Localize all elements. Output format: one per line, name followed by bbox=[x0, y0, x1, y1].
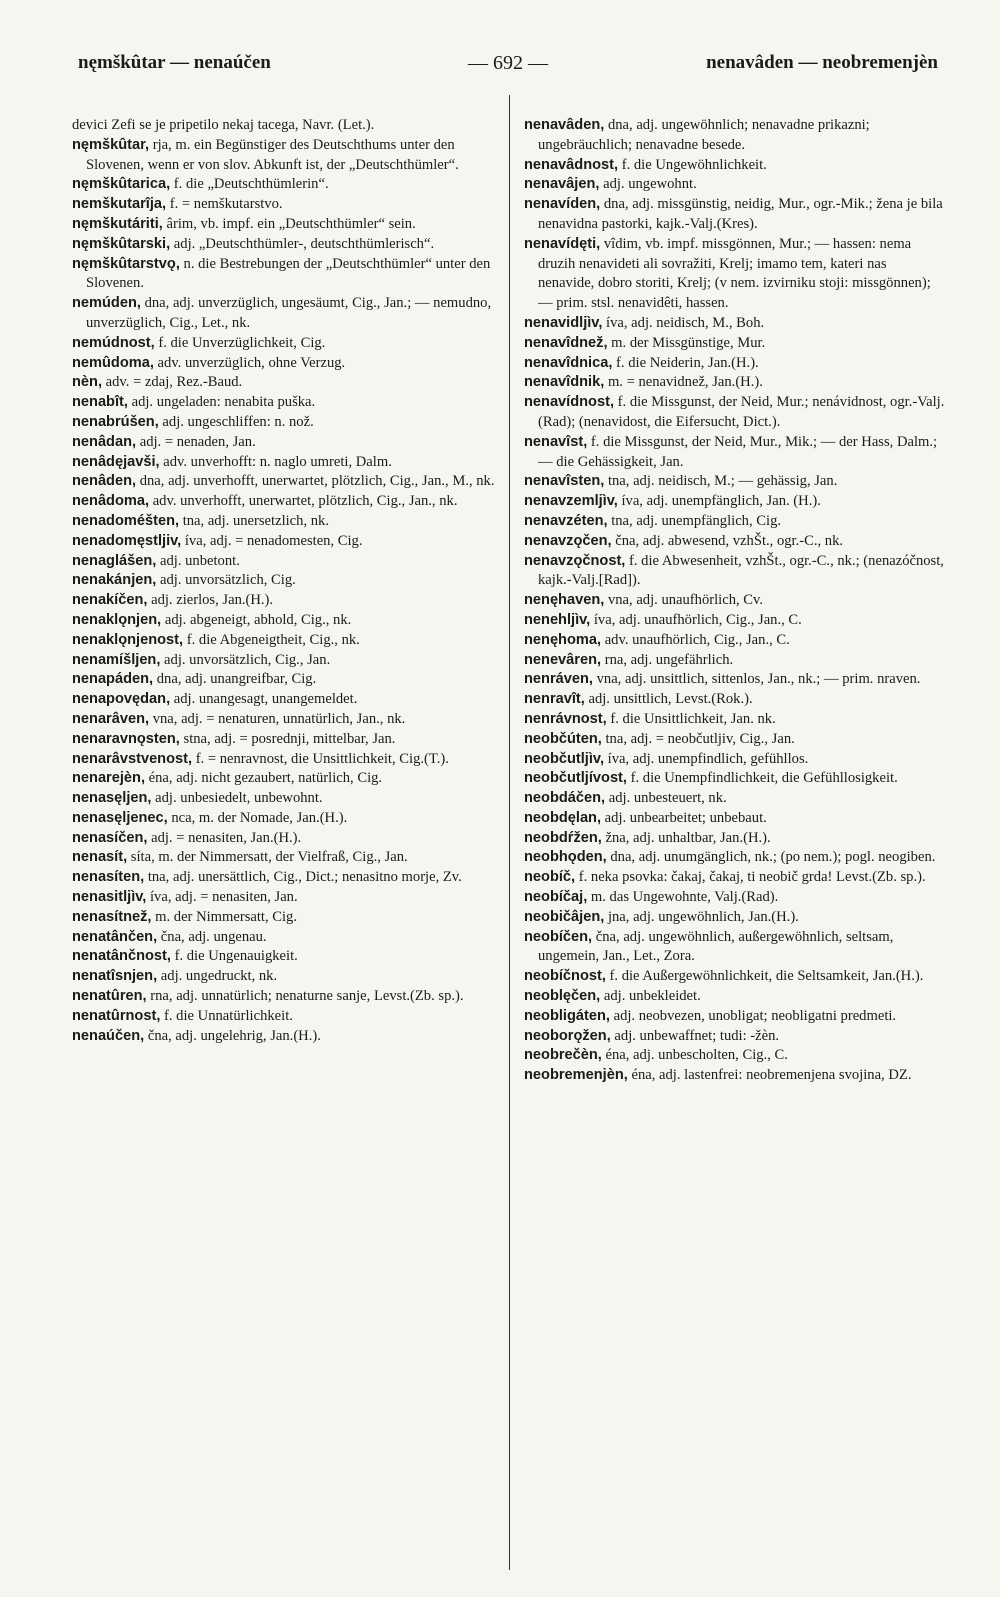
entry-headword: neobíč, bbox=[524, 869, 576, 886]
dictionary-entry bbox=[524, 631, 946, 651]
dictionary-entry bbox=[524, 1007, 946, 1027]
entry-definition: žna, adj. unhaltbar, Jan.(H.). bbox=[601, 829, 771, 846]
entry-definition: adv. unverhofft: n. naglo umreti, Dalm. bbox=[159, 453, 392, 470]
dictionary-entry bbox=[72, 512, 496, 532]
entry-definition: dna, adj. ungewöhnlich; nenavadne prikazni; ungebräuchlich; nenavadne besede. bbox=[538, 117, 870, 153]
entry-headword: nenaravnǫsten, bbox=[72, 730, 180, 747]
dictionary-entry bbox=[72, 294, 496, 334]
entry-headword: nenęhoma, bbox=[524, 631, 602, 648]
dictionary-entry bbox=[524, 730, 946, 750]
dictionary-entry bbox=[72, 848, 496, 868]
dictionary-entry bbox=[524, 314, 946, 334]
entry-headword: nenâdoma, bbox=[72, 493, 150, 510]
dictionary-entry bbox=[72, 116, 496, 136]
entry-definition: éna, adj. lastenfrei: neobremenjena svojina, DZ. bbox=[627, 1067, 912, 1084]
dictionary-entry bbox=[72, 571, 496, 591]
dictionary-entry bbox=[72, 235, 496, 255]
entry-definition: adj. unbesteuert, nk. bbox=[605, 790, 727, 807]
entry-headword: nenaklǫnjen, bbox=[72, 611, 162, 628]
entry-headword: nèn, bbox=[72, 374, 102, 391]
dictionary-entry bbox=[524, 235, 946, 314]
entry-definition: adj. unbearbeitet; unbebaut. bbox=[601, 809, 767, 826]
entry-definition: adj. unbetont. bbox=[156, 552, 240, 569]
dictionary-entry bbox=[524, 334, 946, 354]
entry-definition: vna, adj. unsittlich, sittenlos, Jan., nk.; — prim. nraven. bbox=[592, 671, 921, 688]
entry-headword: nemûdoma, bbox=[72, 354, 154, 371]
entry-headword: nenravît, bbox=[524, 691, 585, 708]
entry-headword: nenrávnost, bbox=[524, 710, 607, 727]
dictionary-entry bbox=[72, 730, 496, 750]
entry-definition: éna, adj. unbescholten, Cig., C. bbox=[601, 1047, 788, 1064]
entry-definition: f. die Abgeneigtheit, Cig., nk. bbox=[183, 631, 360, 648]
dictionary-entry bbox=[72, 393, 496, 413]
dictionary-entry bbox=[524, 532, 946, 552]
entry-definition: tna, adj. = neobčutljiv, Cig., Jan. bbox=[601, 730, 795, 747]
entry-headword: nenatânčnost, bbox=[72, 948, 171, 965]
dictionary-entry bbox=[72, 413, 496, 433]
entry-headword: nenâdan, bbox=[72, 433, 137, 450]
dictionary-entry bbox=[524, 433, 946, 473]
dictionary-entry bbox=[72, 215, 496, 235]
entry-headword: nęmškûtar, bbox=[72, 136, 150, 153]
entry-definition: rja, m. ein Begünstiger des Deutschthums unter den Slovenen, wenn er von slov. Abkunft ist, der „Deutschthümler“. bbox=[86, 136, 459, 173]
entry-definition: tna, adj. unersetzlich, nk. bbox=[179, 512, 329, 529]
dictionary-entry bbox=[524, 1046, 946, 1066]
entry-definition: f. die Abwesenheit, vzhŠt., ogr.-C., nk.; (nenazóčnost, kajk.-Valj.[Rad]). bbox=[538, 552, 944, 589]
page-number: — 692 — bbox=[468, 52, 548, 74]
entry-definition: jna, adj. ungewöhnlich, Jan.(H.). bbox=[604, 908, 799, 925]
entry-definition: čna, adj. ungenau. bbox=[157, 928, 267, 945]
dictionary-entry bbox=[524, 928, 946, 968]
dictionary-entry bbox=[524, 373, 946, 393]
entry-definition: ârim, vb. impf. ein „Deutschthümler“ sein. bbox=[162, 215, 416, 232]
entry-headword: nenaúčen, bbox=[72, 1027, 145, 1044]
entry-headword: neobligáten, bbox=[524, 1007, 610, 1024]
entry-definition: rna, adj. ungefährlich. bbox=[601, 651, 734, 668]
entry-headword: nenęhaven, bbox=[524, 592, 605, 609]
entry-definition: íva, adj. unempfindlich, gefühllos. bbox=[604, 750, 809, 767]
entry-definition: nca, m. der Nomade, Jan.(H.). bbox=[167, 809, 348, 826]
dictionary-entry bbox=[72, 710, 496, 730]
entry-headword: nenamíšljen, bbox=[72, 651, 161, 668]
dictionary-entry bbox=[72, 492, 496, 512]
entry-headword: nenatîsnjen, bbox=[72, 968, 158, 985]
dictionary-entry bbox=[72, 334, 496, 354]
entry-definition: éna, adj. nicht gezaubert, natürlich, Cig. bbox=[145, 770, 383, 787]
entry-headword: nenehljìv, bbox=[524, 611, 591, 628]
entry-headword: neoblęčen, bbox=[524, 988, 601, 1005]
entry-headword: nenarâvstvenost, bbox=[72, 750, 193, 767]
entry-headword: neobíčnost, bbox=[524, 968, 606, 985]
entry-headword: nenapáden, bbox=[72, 671, 154, 688]
dictionary-entry bbox=[72, 967, 496, 987]
entry-headword: nęmškûtarski, bbox=[72, 235, 171, 252]
entry-headword: nenavâdnost, bbox=[524, 156, 619, 173]
dictionary-entry bbox=[72, 769, 496, 789]
dictionary-entry bbox=[72, 552, 496, 572]
entry-headword: neobičâjen, bbox=[524, 908, 605, 925]
dictionary-entry bbox=[524, 769, 946, 789]
dictionary-entry bbox=[72, 829, 496, 849]
entry-headword: nemúden, bbox=[72, 295, 141, 312]
entry-definition: adj. = nenaden, Jan. bbox=[136, 433, 256, 450]
entry-headword: neobhǫden, bbox=[524, 849, 607, 866]
dictionary-entry bbox=[72, 947, 496, 967]
header-left-guideword: nęmškûtar — nenaúčen bbox=[78, 52, 271, 73]
entry-headword: neobdęlan, bbox=[524, 809, 602, 826]
entry-definition: adj. abgeneigt, abhold, Cig., nk. bbox=[161, 611, 352, 628]
entry-definition: adv. unaufhörlich, Cig., Jan., C. bbox=[601, 631, 790, 648]
entry-definition: čna, adj. ungewöhnlich, außergewöhnlich, seltsam, ungemein, Jan., Let., Zora. bbox=[538, 928, 894, 965]
entry-headword: nenaglášen, bbox=[72, 552, 157, 569]
entry-definition: adv. = zdaj, Rez.-Baud. bbox=[102, 374, 243, 391]
entry-headword: nenasitljìv, bbox=[72, 889, 147, 906]
entry-definition: íva, adj. = nenadomesten, Cig. bbox=[181, 532, 363, 549]
entry-definition: adj. unbesiedelt, unbewohnt. bbox=[151, 790, 323, 807]
dictionary-entry bbox=[72, 175, 496, 195]
entry-headword: neobrečèn, bbox=[524, 1047, 602, 1064]
dictionary-entry bbox=[72, 532, 496, 552]
entry-headword: nenavzemljìv, bbox=[524, 493, 618, 510]
dictionary-entry bbox=[524, 690, 946, 710]
entry-headword: nenavídęti, bbox=[524, 235, 601, 252]
entry-definition: dna, adj. unverhofft, unerwartet, plötzlich, Cig., Jan., M., nk. bbox=[136, 473, 495, 490]
entry-definition: f. = nenravnost, die Unsittlichkeit, Cig.(T.). bbox=[192, 750, 449, 767]
entry-definition: f. die Missgunst, der Neid, Mur.; nenávidnost, ogr.-Valj.(Rad); (nenavidost, die Eifersucht, Dict.). bbox=[538, 394, 945, 430]
entry-headword: nenaklǫnjenost, bbox=[72, 631, 184, 648]
entry-definition: adj. unangesagt, unangemeldet. bbox=[170, 691, 358, 708]
dictionary-entry bbox=[72, 195, 496, 215]
entry-definition: adj. neobvezen, unobligat; neobligatni predmeti. bbox=[609, 1007, 897, 1024]
entry-headword: nenapovędan, bbox=[72, 691, 171, 708]
dictionary-entry bbox=[524, 354, 946, 374]
entry-definition: adj. „Deutschthümler-, deutschthümlerisch“. bbox=[170, 235, 435, 252]
entry-headword: neoborǫžen, bbox=[524, 1027, 611, 1044]
dictionary-entry bbox=[524, 472, 946, 492]
dictionary-entry bbox=[72, 136, 496, 176]
entry-definition: dna, adj. unangreifbar, Cig. bbox=[153, 671, 317, 688]
entry-headword: nenarejèn, bbox=[72, 770, 145, 787]
entry-definition: tna, adj. neidisch, M.; — gehässig, Jan. bbox=[604, 473, 838, 490]
page-header bbox=[78, 52, 938, 82]
entry-headword: nenavîdnica, bbox=[524, 354, 613, 371]
entry-headword: neobíčaj, bbox=[524, 889, 588, 906]
entry-definition: íva, adj. neidisch, M., Boh. bbox=[602, 314, 765, 331]
dictionary-entry bbox=[72, 928, 496, 948]
entry-definition: adj. unsittlich, Levst.(Rok.). bbox=[584, 691, 753, 708]
entry-definition: dna, adj. unumgänglich, nk.; (po nem.); pogl. neogiben. bbox=[606, 849, 936, 866]
dictionary-entry bbox=[524, 670, 946, 690]
dictionary-entry bbox=[524, 750, 946, 770]
column-divider bbox=[509, 95, 510, 1570]
dictionary-entry bbox=[524, 156, 946, 176]
entry-definition: adv. unverhofft, unerwartet, plötzlich, Cig., Jan., nk. bbox=[149, 493, 458, 510]
dictionary-entry bbox=[524, 710, 946, 730]
entry-definition: adj. ungedruckt, nk. bbox=[157, 968, 278, 985]
entry-definition: dna, adj. missgünstig, neidig, Mur., ogr.-Mik.; žena je bila nenavidna pastorki, kajk.-Valj.(Kres). bbox=[538, 196, 943, 232]
entry-definition: devici Zefi se je pripetilo nekaj tacega, Navr. (Let.). bbox=[72, 117, 375, 133]
dictionary-entry bbox=[72, 690, 496, 710]
entry-definition: íva, adj. unempfänglich, Jan. (H.). bbox=[617, 493, 821, 510]
entry-definition: tna, adj. unersättlich, Cig., Dict.; nenasitno morje, Zv. bbox=[144, 869, 462, 886]
entry-definition: vîdim, vb. impf. missgönnen, Mur.; — hassen: nema druzih nenavideti ali sovražiti, Krelj; imamo tem, kateri nas nenavide, dobro storiti, Krelj; (v nem. izvirniku stoji: missgönnen); — prim. stsl. nenavidêti, hassen. bbox=[538, 235, 931, 312]
entry-definition: adj. unvorsätzlich, Cig. bbox=[156, 572, 296, 589]
dictionary-entry bbox=[72, 670, 496, 690]
dictionary-entry bbox=[72, 433, 496, 453]
entry-headword: neobíčen, bbox=[524, 928, 593, 945]
entry-headword: nenasítnež, bbox=[72, 908, 152, 925]
entry-headword: nenakánjen, bbox=[72, 572, 157, 589]
entry-definition: f. die Ungewöhnlichkeit. bbox=[618, 156, 767, 173]
entry-definition: adj. ungeladen: nenabita puška. bbox=[127, 394, 316, 411]
entry-definition: adj. ungewohnt. bbox=[599, 176, 697, 193]
entry-headword: nenavzǫčnost, bbox=[524, 552, 626, 569]
dictionary-entry bbox=[524, 829, 946, 849]
dictionary-entry bbox=[72, 453, 496, 473]
entry-definition: adj. zierlos, Jan.(H.). bbox=[147, 592, 274, 609]
entry-definition: f. = nemškutarstvo. bbox=[166, 196, 283, 213]
entry-headword: neobčutljìv, bbox=[524, 750, 605, 767]
dictionary-entry bbox=[72, 809, 496, 829]
dictionary-entry bbox=[72, 373, 496, 393]
entry-headword: nenatûrnost, bbox=[72, 1007, 161, 1024]
entry-headword: nenadoméšten, bbox=[72, 512, 180, 529]
entry-headword: neobčutljívost, bbox=[524, 770, 627, 787]
entry-headword: nenasíčen, bbox=[72, 829, 148, 846]
entry-headword: neobčúten, bbox=[524, 730, 602, 747]
entry-headword: nenavîdnež, bbox=[524, 334, 608, 351]
dictionary-entry bbox=[72, 1007, 496, 1027]
dictionary-entry bbox=[72, 651, 496, 671]
dictionary-entry bbox=[524, 908, 946, 928]
dictionary-entry bbox=[524, 393, 946, 433]
entry-headword: nenavíden, bbox=[524, 196, 601, 213]
entry-headword: nenavîdnik, bbox=[524, 374, 605, 391]
dictionary-entry bbox=[72, 631, 496, 651]
entry-definition: adj. unvorsätzlich, Cig., Jan. bbox=[160, 651, 331, 668]
entry-definition: m. = nenavidnež, Jan.(H.). bbox=[604, 374, 763, 391]
dictionary-entry bbox=[524, 591, 946, 611]
entry-definition: m. der Nimmersatt, Cig. bbox=[151, 908, 297, 925]
dictionary-entry bbox=[524, 967, 946, 987]
dictionary-entry bbox=[72, 472, 496, 492]
entry-definition: adj. ungeschliffen: n. nož. bbox=[158, 413, 314, 430]
dictionary-entry bbox=[524, 116, 946, 156]
dictionary-entry bbox=[524, 1027, 946, 1047]
entry-headword: nenasęljen, bbox=[72, 790, 152, 807]
entry-definition: vna, adj. = nenaturen, unnatürlich, Jan., nk. bbox=[149, 710, 406, 727]
entry-definition: čna, adj. abwesend, vzhŠt., ogr.-C., nk. bbox=[611, 532, 844, 549]
left-column bbox=[72, 116, 496, 1046]
dictionary-entry bbox=[524, 512, 946, 532]
entry-definition: adj. unbekleidet. bbox=[600, 988, 701, 1005]
entry-headword: nenavîst, bbox=[524, 433, 588, 450]
entry-definition: m. das Ungewohnte, Valj.(Rad). bbox=[587, 889, 779, 906]
entry-headword: nenarâven, bbox=[72, 710, 150, 727]
entry-definition: n. die Bestrebungen der „Deutschthümler“ unter den Slovenen. bbox=[86, 255, 491, 292]
entry-definition: f. die Neiderin, Jan.(H.). bbox=[612, 354, 759, 371]
entry-definition: síta, m. der Nimmersatt, der Vielfraß, Cig., Jan. bbox=[127, 849, 408, 866]
dictionary-entry bbox=[524, 552, 946, 592]
entry-headword: nenatûren, bbox=[72, 988, 147, 1005]
entry-definition: f. die Ungenauigkeit. bbox=[170, 948, 298, 965]
entry-headword: nenadomęstljiv, bbox=[72, 532, 182, 549]
entry-headword: nenatânčen, bbox=[72, 928, 158, 945]
dictionary-entry bbox=[524, 651, 946, 671]
entry-headword: nenavâjen, bbox=[524, 176, 600, 193]
dictionary-entry bbox=[72, 789, 496, 809]
entry-definition: f. die „Deutschthümlerin“. bbox=[170, 176, 329, 193]
entry-headword: nęmškûtarstvǫ, bbox=[72, 255, 180, 272]
entry-definition: stna, adj. = posrednji, mittelbar, Jan. bbox=[179, 730, 396, 747]
entry-headword: nenasít, bbox=[72, 849, 128, 866]
dictionary-entry bbox=[524, 789, 946, 809]
entry-definition: f. die Missgunst, der Neid, Mur., Mik.; — der Hass, Dalm.; — die Gehässigkeit, Jan. bbox=[538, 433, 938, 470]
right-column bbox=[524, 116, 946, 1086]
entry-headword: nemškutarîja, bbox=[72, 196, 167, 213]
entry-headword: nenevâren, bbox=[524, 651, 602, 668]
entry-definition: adv. unverzüglich, ohne Verzug. bbox=[153, 354, 346, 371]
entry-definition: íva, adj. unaufhörlich, Cig., Jan., C. bbox=[590, 611, 802, 628]
entry-definition: vna, adj. unaufhörlich, Cv. bbox=[604, 592, 764, 609]
entry-definition: f. die Unverzüglichkeit, Cig. bbox=[154, 334, 326, 351]
dictionary-entry bbox=[524, 987, 946, 1007]
entry-headword: nenavâden, bbox=[524, 117, 605, 133]
entry-definition: f. die Unsittlichkeit, Jan. nk. bbox=[606, 710, 776, 727]
entry-definition: adj. unbewaffnet; tudi: -žèn. bbox=[610, 1027, 780, 1044]
entry-headword: nenasíten, bbox=[72, 869, 145, 886]
entry-headword: nenakíčen, bbox=[72, 592, 148, 609]
dictionary-entry bbox=[524, 492, 946, 512]
entry-definition: dna, adj. unverzüglich, ungesäumt, Cig., Jan.; — nemudno, unverzüglich, Cig., Let., nk. bbox=[86, 295, 492, 331]
entry-headword: nenavidljìv, bbox=[524, 314, 603, 331]
entry-headword: neobremenjèn, bbox=[524, 1067, 628, 1084]
entry-definition: rna, adj. unnatürlich; nenaturne sanje, Levst.(Zb. sp.). bbox=[146, 988, 464, 1005]
entry-headword: nenasęljenec, bbox=[72, 809, 168, 826]
dictionary-entry bbox=[72, 1027, 496, 1047]
entry-headword: neobdáčen, bbox=[524, 790, 606, 807]
entry-headword: nemúdnost, bbox=[72, 334, 155, 351]
dictionary-entry bbox=[72, 868, 496, 888]
dictionary-entry bbox=[72, 987, 496, 1007]
entry-definition: f. neka psovka: čakaj, čakaj, ti neobič grda! Levst.(Zb. sp.). bbox=[575, 869, 926, 886]
dictionary-entry bbox=[524, 888, 946, 908]
entry-headword: nęmškûtarica, bbox=[72, 176, 171, 193]
entry-definition: adj. = nenasiten, Jan.(H.). bbox=[147, 829, 302, 846]
dictionary-entry bbox=[72, 750, 496, 770]
dictionary-entry bbox=[524, 175, 946, 195]
entry-headword: neobdŕžen, bbox=[524, 829, 602, 846]
entry-definition: f. die Unnatürlichkeit. bbox=[160, 1007, 293, 1024]
entry-headword: nenráven, bbox=[524, 671, 593, 688]
dictionary-entry bbox=[72, 908, 496, 928]
entry-definition: tna, adj. unempfänglich, Cig. bbox=[607, 512, 782, 529]
entry-headword: nenâden, bbox=[72, 473, 137, 490]
dictionary-entry bbox=[72, 888, 496, 908]
dictionary-entry bbox=[524, 611, 946, 631]
entry-definition: čna, adj. ungelehrig, Jan.(H.). bbox=[144, 1027, 321, 1044]
entry-headword: nenâdęjavši, bbox=[72, 453, 160, 470]
dictionary-entry bbox=[524, 848, 946, 868]
entry-definition: f. die Außergewöhnlichkeit, die Seltsamkeit, Jan.(H.). bbox=[605, 968, 924, 985]
entry-headword: nęmškutáriti, bbox=[72, 215, 163, 232]
dictionary-entry bbox=[72, 354, 496, 374]
dictionary-entry bbox=[72, 255, 496, 295]
entry-headword: nenavzǫčen, bbox=[524, 532, 612, 549]
entry-definition: f. die Unempfindlichkeit, die Gefühllosigkeit. bbox=[626, 770, 898, 787]
entry-headword: nenavídnost, bbox=[524, 394, 615, 411]
entry-headword: nenabît, bbox=[72, 394, 128, 411]
header-right-guideword: nenavâden — neobremenjèn bbox=[706, 52, 938, 73]
entry-headword: nenavzéten, bbox=[524, 512, 608, 529]
dictionary-entry bbox=[72, 611, 496, 631]
entry-headword: nenavîsten, bbox=[524, 473, 605, 490]
entry-definition: m. der Missgünstige, Mur. bbox=[607, 334, 766, 351]
dictionary-entry bbox=[524, 195, 946, 235]
entry-headword: nenabrúšen, bbox=[72, 413, 159, 430]
entry-definition: íva, adj. = nenasiten, Jan. bbox=[146, 889, 298, 906]
dictionary-entry bbox=[72, 591, 496, 611]
dictionary-entry bbox=[524, 809, 946, 829]
dictionary-entry bbox=[524, 868, 946, 888]
dictionary-entry bbox=[524, 1066, 946, 1086]
